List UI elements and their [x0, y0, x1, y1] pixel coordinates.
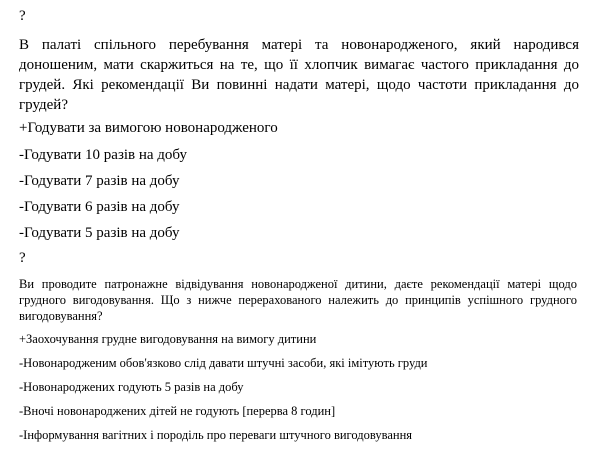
answer-option: -Новонароджених годують 5 разів на добу [19, 380, 244, 394]
answer-option-correct: +Заохочування грудне вигодовування на вимогу дитини [19, 332, 317, 346]
answer-option: -Годувати 10 разів на добу [19, 147, 187, 163]
question-text-1: В палаті спільного перебування матері та новонародженого, який народився доношеним, мати скаржиться на те, що її хлопчик вимагає частого прикладання до грудей. Які рекомендації Ви повинні надати матері, щодо частоти прикладання до грудей? [19, 37, 579, 113]
answer-option-correct: +Годувати за вимогою новонародженого [19, 120, 278, 136]
question-text-2: Ви проводите патронажне відвідування новонародженої дитини, даєте рекомендації матері щодо грудного вигодовування. Що з нижче перерахованого належить до принципів успішного грудного вигодовування? [19, 277, 577, 323]
answer-option: -Годувати 6 разів на добу [19, 199, 180, 215]
answer-option: -Вночі новонароджених дітей не годують [перерва 8 годин] [19, 404, 336, 418]
question-mark-1: ? [19, 8, 26, 24]
answer-option: -Новонародженим обов'язково слід давати штучні засоби, які імітують груди [19, 356, 428, 370]
answer-option: -Годувати 7 разів на добу [19, 173, 180, 189]
answer-option: -Годувати 5 разів на добу [19, 225, 180, 241]
answer-option: -Інформування вагітних і породіль про переваги штучного вигодовування [19, 428, 413, 442]
question-mark-2: ? [19, 250, 26, 266]
